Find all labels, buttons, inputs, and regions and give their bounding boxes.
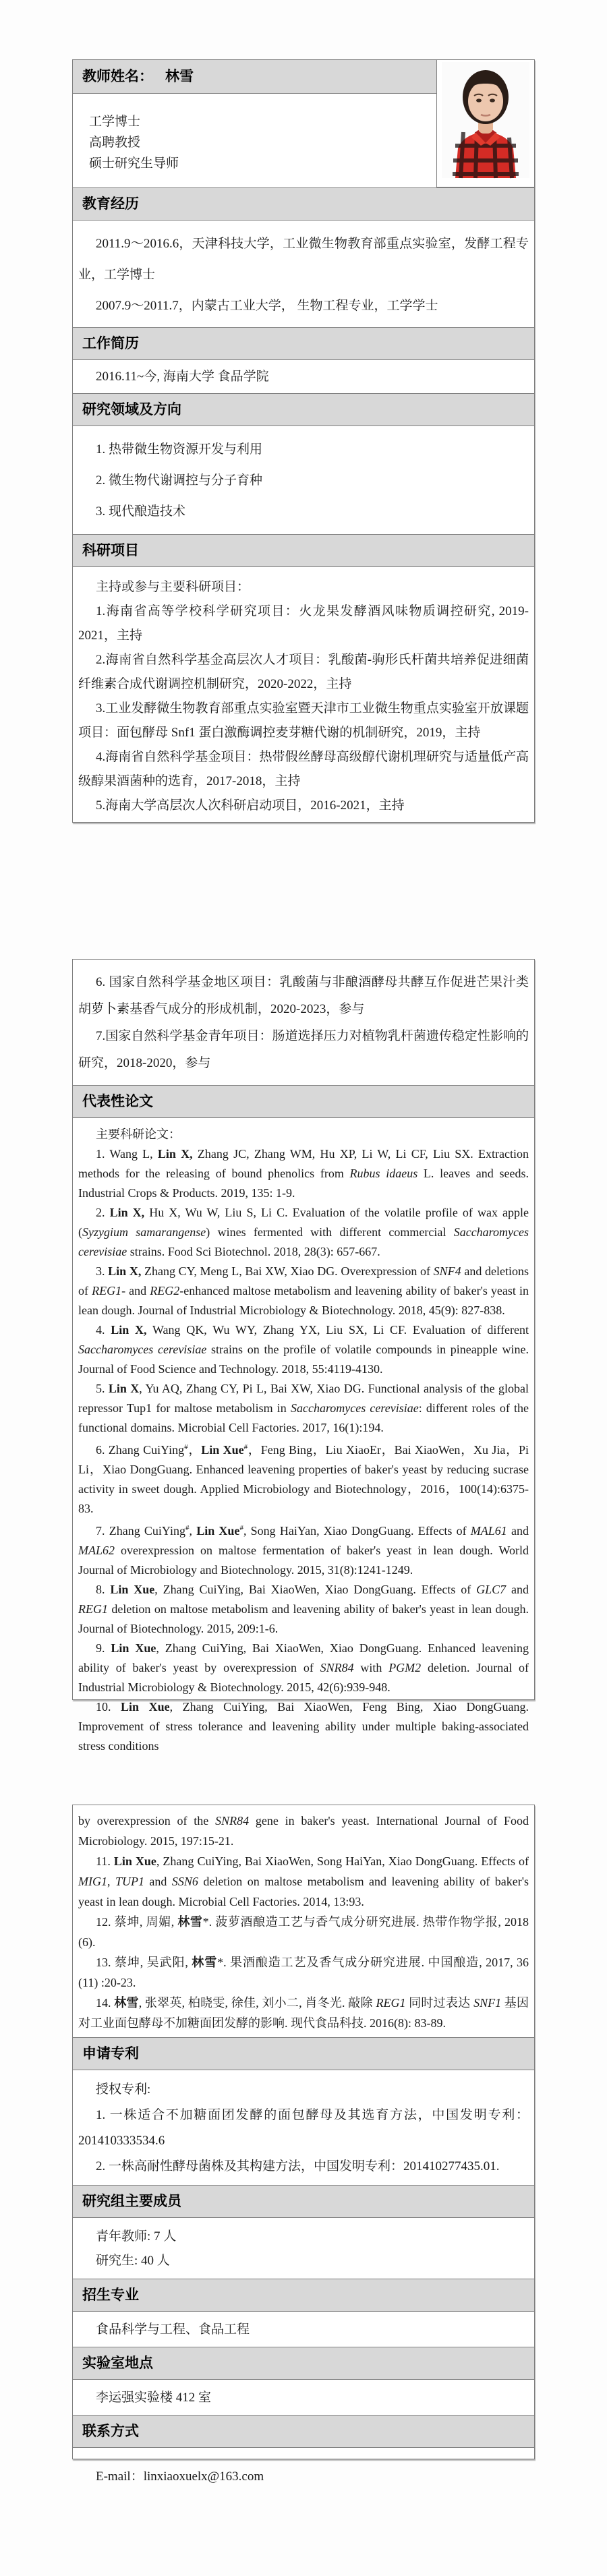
section-header-work: 工作简历: [73, 327, 534, 360]
paragraph: 12. 蔡坤, 周媚, 林雪*. 菠萝酒酿造工艺与香气成分研究进展. 热带作物学报, 2018 (6).: [78, 1915, 529, 1949]
paragraph: 主持或参与主要科研项目：: [96, 580, 250, 594]
section-header-contact: 联系方式: [73, 2415, 534, 2448]
paragraph: 9. Lin Xue, Zhang CuiYing, Bai XiaoWen, Xiao DongGuang. Enhanced leavening ability of baker's yeast by overexpression of SNR84 with PGM2 deletion. Journal of Industrial Microbiology & Biotechnology. 2015, 42(6):939-948.: [78, 1641, 529, 1694]
paragraph: 李运强实验楼 412 室: [96, 2391, 212, 2405]
paragraph: 2007.9～2011.7，内蒙古工业大学， 生物工程专业，工学学士: [96, 299, 438, 313]
section-content-education: [73, 221, 534, 327]
section-content-papers-page3: [73, 1805, 534, 2037]
section-header-lab: 实验室地点: [73, 2347, 534, 2380]
paragraph: 食品科学与工程、食品工程: [96, 2322, 250, 2337]
paragraph: 1. 一株适合不加糖面团发酵的面包酵母及其选育方法，中国发明专利：201410333534.6: [78, 2108, 529, 2148]
paragraph: 5. Lin X, Yu AQ, Zhang CY, Pi L, Bai XW, Xiao DG. Functional analysis of the global repressor Tup1 for maltose metabolism in Saccharomyces cerevisiae: different roles of the functional domains. Microbial Cell Factories. 2017, 16(1):194.: [78, 1382, 529, 1434]
section-header-projects: 科研项目: [73, 534, 534, 567]
paragraph: 高聘教授: [89, 136, 141, 150]
paragraph: by overexpression of the SNR84 gene in baker's yeast. International Journal of Food Microbiology. 2015, 197:15-21.: [78, 1814, 529, 1848]
section-content-projects-page2: [73, 960, 534, 1085]
paragraph: 2. Lin X, Hu X, Wu W, Liu S, Li C. Evaluation of the volatile profile of wax apple (Syzygium samarangense) wines fermented with different commercial Saccharomyces cerevisiae strains. Food Sci Biotechnol. 2018, 28(3): 657-667.: [78, 1206, 529, 1258]
section-header-majors: 招生专业: [73, 2279, 534, 2312]
section-content-lab: [73, 2380, 534, 2415]
paragraph: 1.海南省高等学校科学研究项目：火龙果发酵酒风味物质调控研究, 2019-2021，主持: [78, 604, 529, 643]
paragraph: 6. 国家自然科学基金地区项目：乳酸菌与非酿酒酵母共酵互作促进芒果汁类胡萝卜素基香气成分的形成机制，2020-2023，参与: [78, 975, 529, 1016]
section-content-projects-page1: [73, 567, 534, 823]
paragraph: 硕士研究生导师: [89, 156, 179, 171]
section-header-team: 研究组主要成员: [73, 2185, 534, 2218]
section-content-contact: [73, 2448, 534, 2502]
teacher-name-value: 林雪: [165, 69, 194, 84]
paragraph: E-mail：linxiaoxuelx@163.com: [96, 2469, 264, 2484]
paragraph: 11. Lin Xue, Zhang CuiYing, Bai XiaoWen, Song HaiYan, Xiao DongGuang. Effects of MIG1, TUP1 and SSN6 deletion on maltose metabolism and leavening ability of baker's yeast in lean dough. Microbial Cell Factories. 2014, 13:93.: [78, 1854, 529, 1908]
paragraph: 工学博士: [89, 115, 141, 129]
paragraph: 10. Lin Xue, Zhang CuiYing, Bai XiaoWen, Feng Bing, Xiao DongGuang. Improvement of stress tolerance and leavening ability under multiple baking-associated stress conditions: [78, 1700, 529, 1753]
document-page-1: [72, 59, 535, 823]
paragraph: 7. Zhang CuiYing#, Lin Xue#, Song HaiYan, Xiao DongGuang. Effects of MAL61 and MAL62 overexpression on maltose fermentation of baker's yeast in lean dough. World Journal of Microbiology and Biotechnology. 2015, 31(8):1241-1249.: [78, 1524, 529, 1577]
section-content-research-fields: [73, 426, 534, 534]
profile-header: [73, 60, 534, 187]
paragraph: 3. 现代酿造技术: [96, 504, 186, 519]
paragraph: 2. 一株高耐性酵母菌株及其构建方法，中国发明专利：201410277435.01.: [96, 2159, 500, 2173]
paragraph: 1. 热带微生物资源开发与利用: [96, 442, 263, 457]
section-header-research-fields: 研究领域及方向: [73, 393, 534, 426]
paragraph: 5.海南大学高层次人次科研启动项目，2016-2021，主持: [96, 798, 405, 813]
section-header-papers: 代表性论文: [73, 1085, 534, 1118]
paragraph: 2. 微生物代谢调控与分子育种: [96, 473, 263, 488]
paragraph: 研究生: 40 人: [96, 2254, 170, 2268]
paragraph: 7.国家自然科学基金青年项目：肠道选择压力对植物乳杆菌遗传稳定性影响的研究，2018-2020，参与: [78, 1029, 529, 1070]
paragraph: 2016.11~今, 海南大学 食品学院: [96, 370, 269, 384]
teacher-photo: [442, 62, 529, 178]
document-page-2: [72, 959, 535, 1753]
paragraph: 4.海南省自然科学基金项目：热带假丝酵母高级醇代谢机理研究与适量低产高级醇果酒菌种的选育，2017-2018，主持: [78, 750, 529, 788]
section-content-work: [73, 360, 534, 393]
section-content-papers-page2: [73, 1118, 534, 1761]
paragraph: 3. Lin X, Zhang CY, Meng L, Bai XW, Xiao DG. Overexpression of SNF4 and deletions of REG1- and REG2-enhanced maltose metabolism and leavening ability of baker's yeast in lean dough. Journal of Industrial Microbiology & Biotechnology. 2018, 45(9): 827-838.: [78, 1264, 529, 1317]
document-page-3: [72, 1805, 535, 2484]
teacher-name-row: [73, 60, 436, 94]
photo-cell: [436, 60, 534, 187]
paragraph: 1. Wang L, Lin X, Zhang JC, Zhang WM, Hu XP, Li W, Li CF, Liu SX. Extraction methods for the releasing of bound phenolics from Rubus idaeus L. leaves and seeds. Industrial Crops & Products. 2019, 135: 1-9.: [78, 1147, 529, 1200]
teacher-titles: [73, 94, 436, 187]
section-header-education: 教育经历: [73, 187, 534, 221]
teacher-name-label: 教师姓名：: [82, 69, 153, 84]
paragraph: 3.工业发酵微生物教育部重点实验室暨天津市工业微生物重点实验室开放课题项目：面包酵母 Snf1 蛋白激酶调控麦芽糖代谢的机制研究，2019，主持: [78, 701, 529, 740]
paragraph: 8. Lin Xue, Zhang CuiYing, Bai XiaoWen, Xiao DongGuang. Effects of GLC7 and REG1 deletion on maltose metabolism and leavening ability of baker's yeast in lean dough. Journal of Biotechnology. 2015, 209:1-6.: [78, 1583, 529, 1635]
paragraph: 青年教师: 7 人: [96, 2229, 177, 2244]
paragraph: 6. Zhang CuiYing#，Lin Xue#，Feng Bing，Liu XiaoEr，Bai XiaoWen，Xu Jia，Pi Li，Xiao DongGuang. Enhanced leavening properties of baker's yeast by reducing sucrase activity in sweet dough. Applied Microbiology and Biotechnology，2016，100(14):6375-83.: [78, 1443, 529, 1515]
paragraph: 4. Lin X, Wang QK, Wu WY, Zhang YX, Liu SX, Li CF. Evaluation of different Saccharomyces cerevisiae strains on the profile of volatile compounds in pineapple wine. Journal of Food Science and Technology. 2018, 55:4119-4130.: [78, 1323, 529, 1376]
paragraph: 2.海南省自然科学基金高层次人才项目：乳酸菌-驹形氏杆菌共培养促进细菌纤维素合成代谢调控机制研究，2020-2022，主持: [78, 653, 529, 691]
paragraph: 授权专利:: [96, 2082, 151, 2097]
section-content-team: [73, 2218, 534, 2279]
paragraph: 2011.9～2016.6，天津科技大学，工业微生物教育部重点实验室，发酵工程专业，工学博士: [78, 237, 529, 282]
profile-header-left: [73, 60, 436, 187]
section-content-patents: [73, 2070, 534, 2185]
section-header-patents: 申请专利: [73, 2037, 534, 2070]
paragraph: 主要科研论文：: [96, 1128, 181, 1141]
paragraph: 14. 林雪, 张翠英, 柏晓雯, 徐佳, 刘小二, 肖冬光. 敲除 REG1 同时过表达 SNF1 基因对工业面包酵母不加糖面团发酵的影响. 现代食品科技. 2016(8): 83-89.: [78, 1996, 529, 2030]
paragraph: 13. 蔡坤, 吴武阳, 林雪*. 果酒酿造工艺及香气成分研究进展. 中国酿造, 2017, 36 (11) :20-23.: [78, 1956, 529, 1989]
section-content-majors: [73, 2312, 534, 2347]
